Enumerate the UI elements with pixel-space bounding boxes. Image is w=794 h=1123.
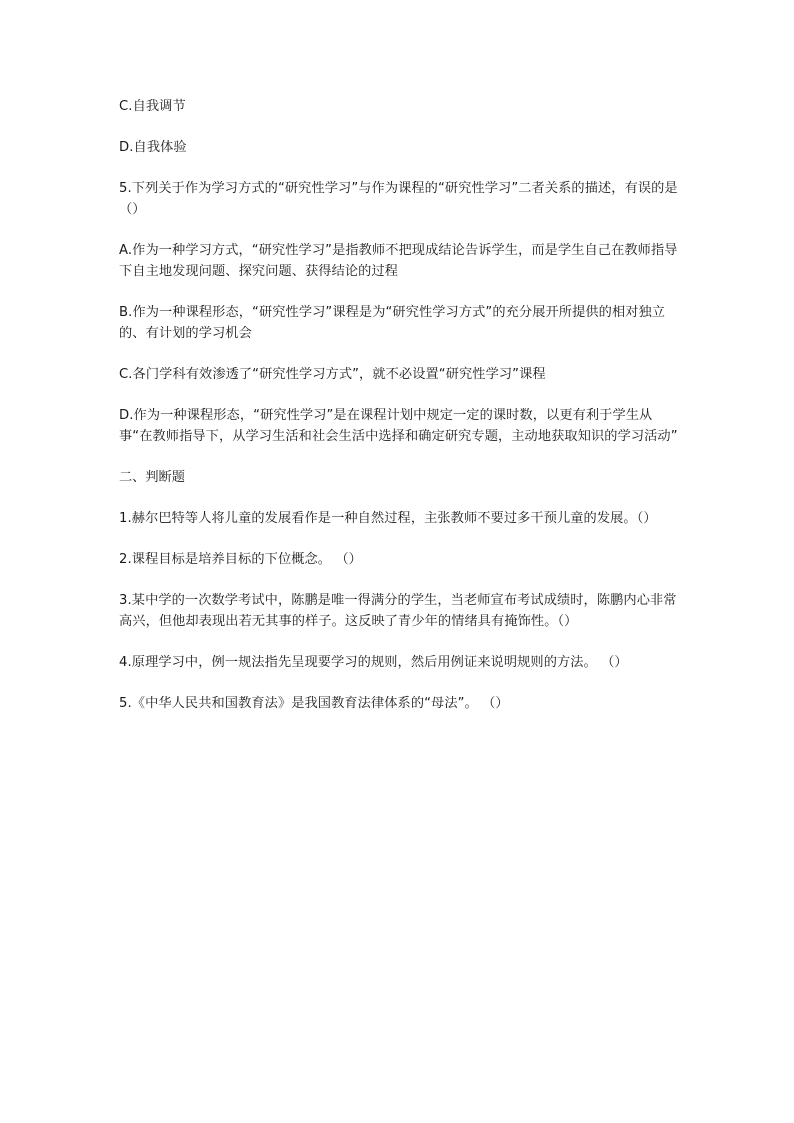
judgement-item-3: 3.某中学的一次数学考试中，陈鹏是唯一得满分的学生，当老师宣布考试成绩时，陈鹏内心非常高兴，但他却表现出若无其事的样子。这反映了青少年的情绪具有掩饰性。（） (119, 593, 677, 629)
option-c-prev: C.自我调节 (119, 99, 186, 114)
judgement-item-5: 5.《中华人民共和国教育法》是我国教育法律体系的“母法”。 （） (119, 696, 509, 711)
question-5-option-c: C.各门学科有效渗透了“研究性学习方式”，就不必设置“研究性学习”课程 (119, 367, 546, 382)
section-title-judgement: 二、判断题 (119, 470, 185, 485)
document-content (119, 96, 679, 734)
judgement-item-2: 2.课程目标是培养目标的下位概念。 （） (119, 552, 362, 567)
option-d-prev: D.自我体验 (119, 140, 187, 155)
judgement-item-1: 1.赫尔巴特等人将儿童的发展看作是一种自然过程，主张教师不要过多干预儿童的发展。（） (119, 511, 657, 526)
question-5-stem: 5.下列关于作为学习方式的“研究性学习”与作为课程的“研究性学习”二者关系的描述，有误的是（） (119, 181, 678, 217)
question-5-option-a: A.作为一种学习方式，“研究性学习”是指教师不把现成结论告诉学生，而是学生自己在教师指导下自主地发现问题、探究问题、获得结论的过程 (119, 243, 678, 279)
question-5-option-d: D.作为一种课程形态，“研究性学习”是在课程计划中规定一定的课时数，以更有利于学生从事“在教师指导下，从学习生活和社会生活中选择和确定研究专题，主动地获取知识的学习活动” (119, 408, 678, 444)
judgement-item-4: 4.原理学习中，例一规法指先呈现要学习的规则，然后用例证来说明规则的方法。 （） (119, 655, 628, 670)
question-5-option-b: B.作为一种课程形态，“研究性学习”课程是为“研究性学习方式”的充分展开所提供的相对独立的、有计划的学习机会 (119, 305, 666, 341)
